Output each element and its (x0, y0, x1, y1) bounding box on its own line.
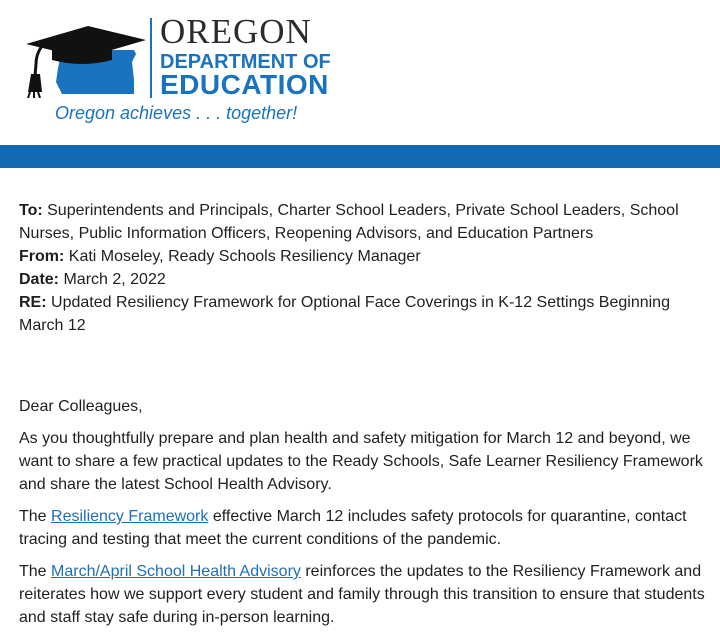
paragraph-advisory (19, 560, 709, 629)
memo-from-value: Kati Moseley, Ready Schools Resiliency Manager (64, 248, 421, 265)
memo-re-label: RE: (19, 294, 47, 311)
memo-to (19, 199, 709, 245)
paragraph-framework-rest: effective March 12 includes safety protocols for quarantine, contact tracing and testing that meet the current conditions of the pandemic. (19, 508, 687, 548)
school-health-advisory-link[interactable]: March/April School Health Advisory (51, 563, 301, 580)
memo-to-label: To: (19, 202, 43, 219)
memo-to-value: Superintendents and Principals, Charter School Leaders, Private School Leaders, School Nurses, Public Information Officers, Reopening Advisors, and Education Partners (19, 202, 679, 242)
header (0, 0, 720, 145)
logo-education-text: EDUCATION (160, 69, 329, 100)
paragraph-framework-prefix: The (19, 508, 52, 525)
memo-date-value: March 2, 2022 (59, 271, 166, 288)
memo-from (19, 245, 709, 268)
resiliency-framework-link[interactable]: Resiliency Framework (51, 508, 209, 525)
memo-re (19, 291, 709, 337)
memo-date (19, 268, 709, 291)
memo-from-label: From: (19, 248, 65, 265)
logo-divider (150, 18, 152, 98)
memo-re-value: Updated Resiliency Framework for Optional Face Coverings in K-12 Settings Beginning March 12 (19, 294, 670, 334)
logo-oregon-text: OREGON (160, 12, 312, 51)
paragraph-advisory-prefix: The (19, 563, 52, 580)
memo-date-label: Date: (19, 271, 60, 288)
logo-department-text: DEPARTMENT OF (160, 51, 331, 73)
header-blue-bar (0, 145, 720, 168)
memo-content (19, 199, 709, 638)
logo-tagline: Oregon achieves . . . together! (55, 103, 298, 123)
paragraph-framework (19, 505, 709, 551)
paragraph-intro: As you thoughtfully prepare and plan health and safety mitigation for March 12 and beyond, we want to share a few practical updates to the Ready Schools, Safe Learner Resiliency Framework and share the latest School Health Advisory. (19, 430, 703, 493)
memo-header (19, 199, 709, 337)
graduation-cap-oregon-icon (22, 20, 150, 98)
paragraph-advisory-rest: reinforces the updates to the Resiliency Framework and reiterates how we support every student and family through this transition to ensure that students and staff stay safe during in-person learning. (19, 563, 705, 626)
salutation: Dear Colleagues, (19, 398, 143, 415)
